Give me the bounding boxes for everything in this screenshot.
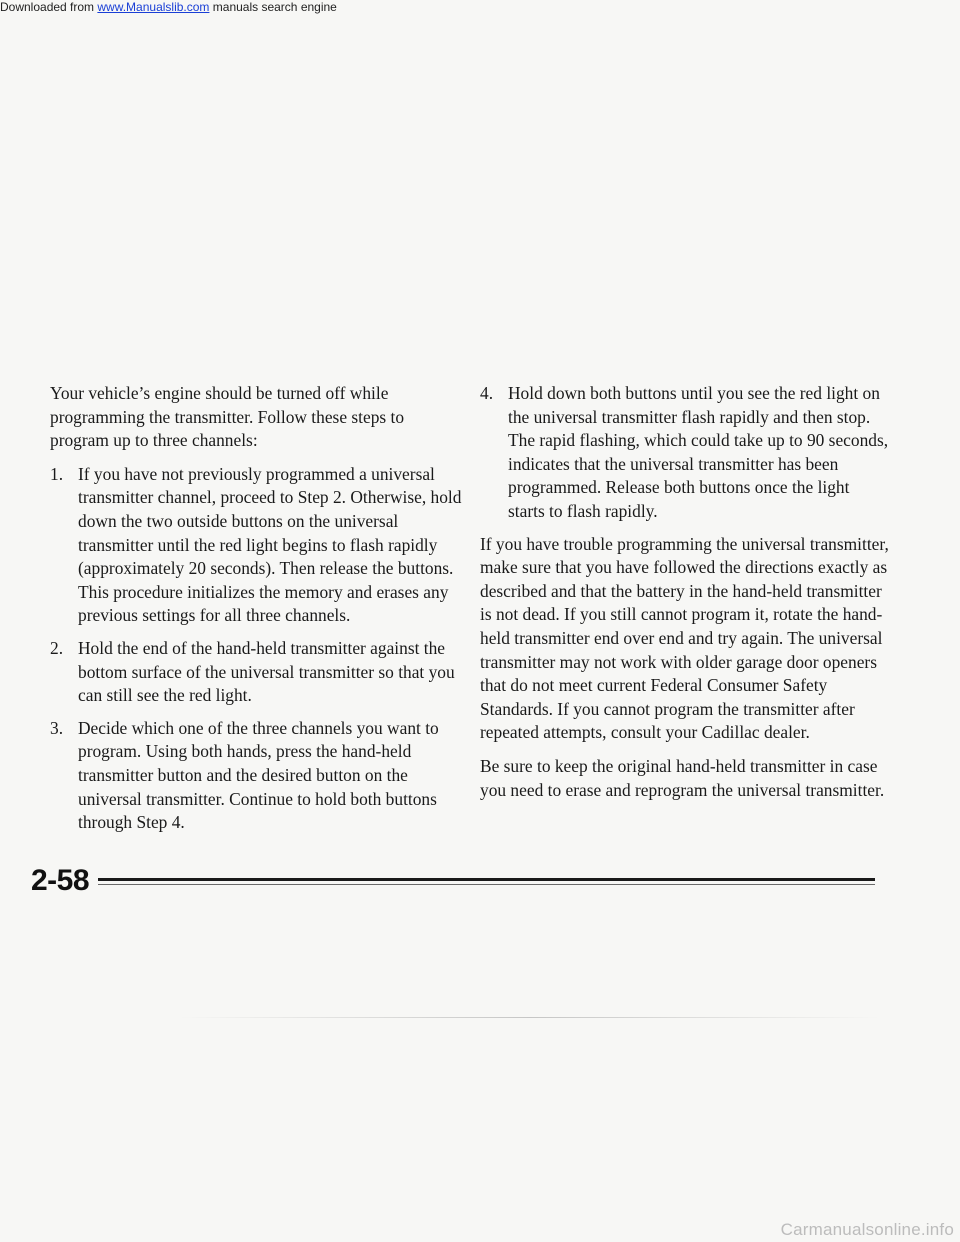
banner-suffix: manuals search engine — [209, 0, 337, 14]
step-number: 2. — [50, 637, 64, 658]
step-2 — [50, 637, 465, 708]
step-3 — [50, 717, 465, 835]
manualslib-link[interactable]: www.Manualslib.com — [97, 0, 210, 14]
step-4 — [480, 382, 890, 524]
download-banner — [0, 0, 337, 14]
step-1 — [50, 463, 465, 628]
step-text: Hold the end of the hand-held transmitter against the bottom surface of the universal transmitter so that you can still see the red light. — [78, 637, 455, 706]
intro-paragraph: Your vehicle’s engine should be turned off while programming the transmitter. Follow these steps to program up to three channels: — [50, 383, 405, 451]
step-number: 1. — [50, 463, 64, 484]
trouble-paragraph: If you have trouble programming the universal transmitter, make sure that you have followed the directions exactly as described and that the battery in the hand-held transmitter is not dead. If you still cannot program it, rotate the hand-held transmitter end over end and try again. The universal transmitter may not work with older garage door openers that do not meet current Federal Consumer Safety Standards. If you cannot program the transmitter after repeated attempts, consult your Cadillac dealer. — [480, 533, 889, 743]
banner-prefix: Downloaded from — [0, 0, 98, 14]
step-text: Decide which one of the three channels you want to program. Using both hands, press the hand-held transmitter button and the desired button on the universal transmitter. Continue to hold both buttons through Step 4. — [78, 717, 439, 833]
right-column — [480, 382, 890, 812]
step-text: Hold down both buttons until you see the red light on the universal transmitter flash rapidly and then stop. The rapid flashing, which could take up to 90 seconds, indicates that the universal transmitter has been programmed. Release both buttons once the light starts to flash rapidly. — [508, 383, 889, 521]
footer-rule — [98, 878, 875, 881]
step-text: If you have not previously programmed a universal transmitter channel, proceed to Step 2. Otherwise, hold down the two outside buttons on the universal transmitter until the red light begins to flash rapidly (approximately 20 seconds). Then release the buttons. This procedure initializes the memory and erases any previous settings for all three channels. — [78, 463, 462, 626]
left-column — [50, 382, 465, 844]
keep-original-paragraph: Be sure to keep the original hand-held transmitter in case you need to erase and reprogram the universal transmitter. — [480, 755, 885, 800]
site-watermark: Carmanualsonline.info — [780, 1220, 954, 1239]
steps-list — [50, 463, 465, 835]
page-number: 2-58 — [31, 864, 90, 897]
footer-rule-thin — [98, 884, 875, 885]
step-number: 4. — [480, 383, 494, 403]
step-number: 3. — [50, 717, 64, 738]
scan-artifact-line — [180, 1017, 880, 1018]
